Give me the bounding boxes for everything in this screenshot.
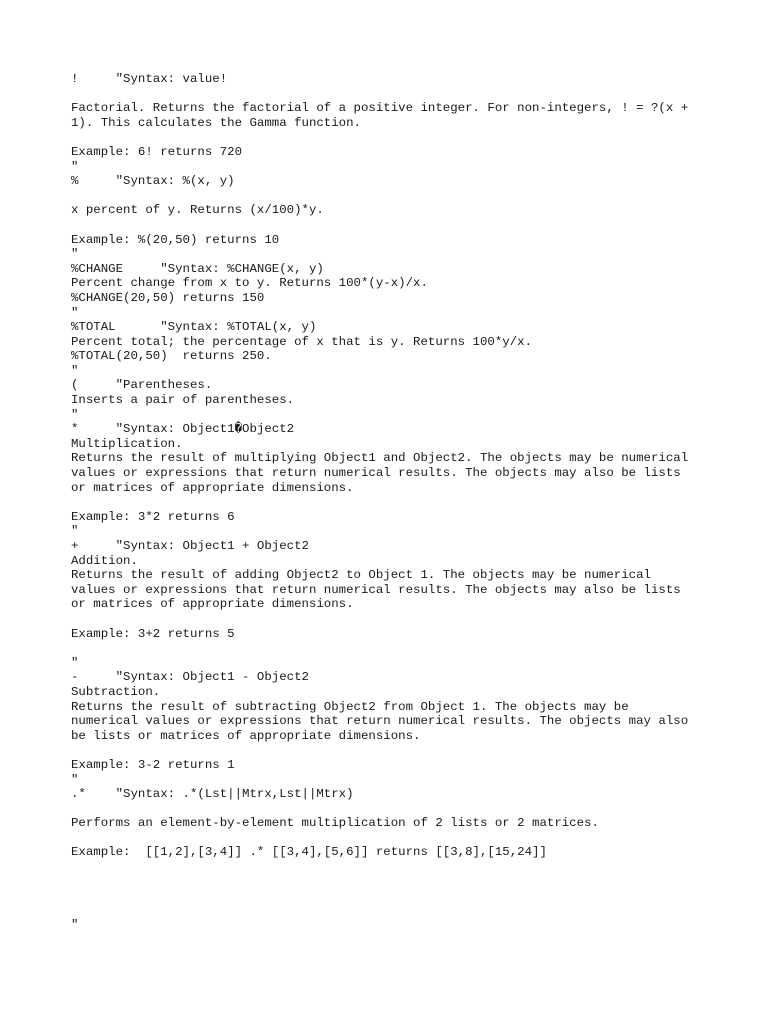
text-line: values or expressions that return numerical results. The objects may also be lists <box>71 582 681 597</box>
text-line: + "Syntax: Object1 + Object2 <box>71 539 309 553</box>
text-line: Example: 3*2 returns 6 <box>71 509 235 524</box>
text-line: %CHANGE(20,50) returns 150 <box>71 290 265 305</box>
text-line: ( "Parentheses. <box>71 378 213 393</box>
text-line: Subtraction. <box>71 684 161 699</box>
text-line: " <box>71 159 79 174</box>
text-line: numerical values or expressions that return numerical results. The objects may also <box>71 714 689 729</box>
blank-line <box>71 904 721 919</box>
text-line: " <box>71 772 79 787</box>
blank-line <box>71 495 721 510</box>
text-line: - "Syntax: Object1 - Object2 <box>71 670 309 685</box>
text-line: be lists or matrices of appropriate dimensions. <box>71 728 421 743</box>
text-line: %TOTAL(20,50) returns 250. <box>71 349 272 364</box>
text-line: " <box>71 524 79 539</box>
text-line: Example: 6! returns 720 <box>71 144 243 159</box>
blank-line <box>71 218 721 233</box>
text-line: %CHANGE "Syntax: %CHANGE(x, y) <box>71 261 324 276</box>
text-line: Percent change from x to y. Returns 100*(y-x)/x. <box>71 276 428 291</box>
blank-line <box>71 87 721 102</box>
text-line: Example: 3-2 returns 1 <box>71 757 235 772</box>
text-line: or matrices of appropriate dimensions. <box>71 597 354 612</box>
text-line: Returns the result of multiplying Object1 and Object2. The objects may be numerical <box>71 451 689 466</box>
blank-line <box>71 875 721 890</box>
text-line: Returns the result of adding Object2 to Object 1. The objects may be numerical <box>71 568 651 583</box>
text-line: " <box>71 407 79 422</box>
text-line: or matrices of appropriate dimensions. <box>71 480 354 495</box>
text-line: " <box>71 305 79 320</box>
blank-line <box>71 641 721 656</box>
text-line: " <box>71 918 79 933</box>
text-line: Example: [[1,2],[3,4]] .* [[3,4],[5,6]] returns [[3,8],[15,24]] <box>71 845 547 860</box>
blank-line <box>71 189 721 204</box>
text-line: Performs an element-by-element multiplication of 2 lists or 2 matrices. <box>71 816 599 831</box>
text-line: .* "Syntax: .*(Lst||Mtrx,Lst||Mtrx) <box>71 787 354 802</box>
text-line: values or expressions that return numerical results. The objects may also be lists <box>71 466 681 481</box>
text-line: Factorial. Returns the factorial of a positive integer. For non-integers, ! = ?(x + <box>71 101 689 116</box>
blank-line <box>71 860 721 875</box>
text-line: % "Syntax: %(x, y) <box>71 174 235 189</box>
text-line: Percent total; the percentage of x that is y. Returns 100*y/x. <box>71 334 533 349</box>
blank-line <box>71 831 721 846</box>
blank-line <box>71 130 721 145</box>
blank-line <box>71 889 721 904</box>
text-line: 1). This calculates the Gamma function. <box>71 115 361 130</box>
text-line: Inserts a pair of parentheses. <box>71 393 295 408</box>
text-line: * "Syntax: Object1�Object2 <box>71 422 295 437</box>
blank-line <box>71 743 721 758</box>
text-line: x percent of y. Returns (x/100)*y. <box>71 203 324 218</box>
text-line: Returns the result of subtracting Object2 from Object 1. The objects may be <box>71 699 629 714</box>
text-line: Example: 3+2 returns 5 <box>71 626 235 641</box>
text-line: ! "Syntax: value! <box>71 72 228 86</box>
text-line: Multiplication. <box>71 436 183 451</box>
document-body <box>71 72 721 933</box>
text-line: Addition. <box>71 553 138 568</box>
text-line: " <box>71 655 79 670</box>
blank-line <box>71 612 721 627</box>
text-line: %TOTAL "Syntax: %TOTAL(x, y) <box>71 320 317 335</box>
text-line: Example: %(20,50) returns 10 <box>71 232 280 247</box>
text-line: " <box>71 247 79 262</box>
text-line: " <box>71 363 79 378</box>
blank-line <box>71 802 721 817</box>
